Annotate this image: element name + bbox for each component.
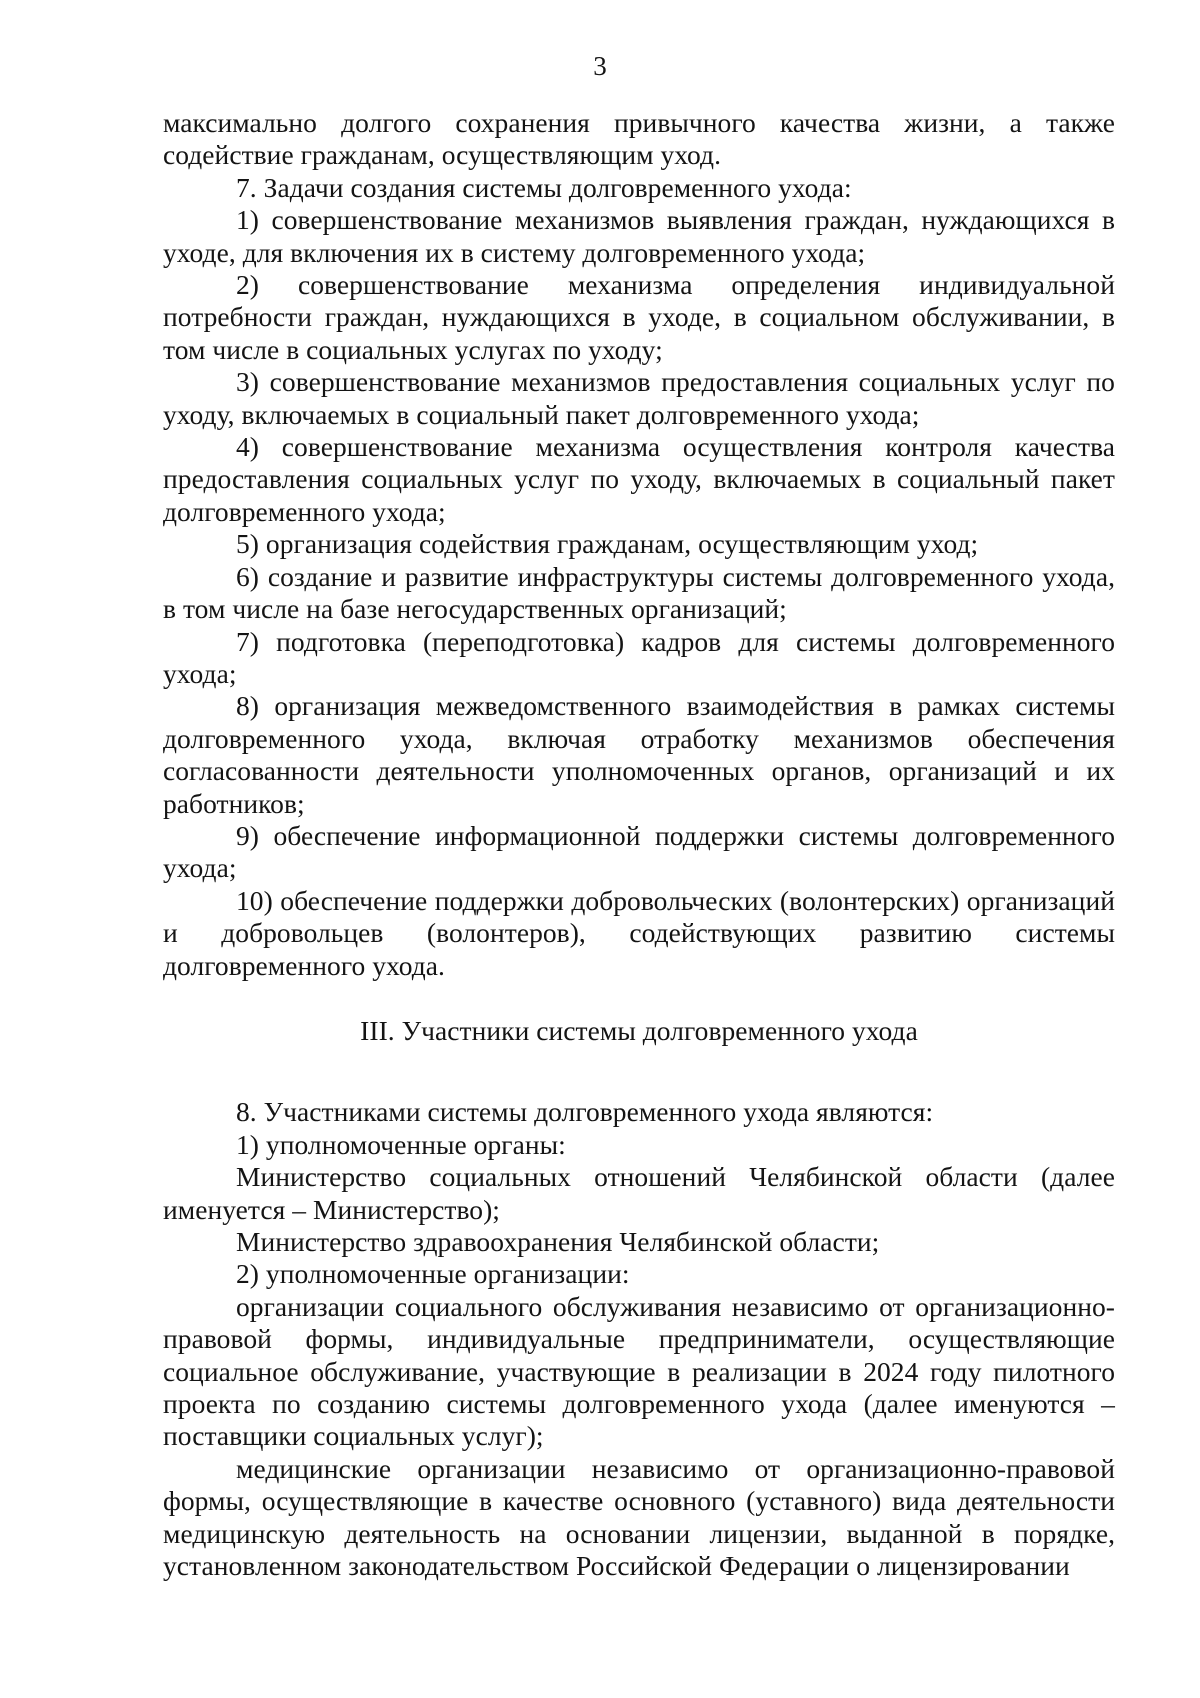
section-heading: III. Участники системы долговременного ухода: [360, 1014, 918, 1046]
page-number: 3: [593, 51, 607, 81]
list-item: 8) организация межведомственного взаимодействия в рамках системы долговременного ухода, включая отработку механизмов обеспечения согласованности деятельности уполномоченных органов, организаций и их работников;: [163, 690, 1115, 819]
list-item: 2) совершенствование механизма определения индивидуальной потребности граждан, нуждающихся в уходе, в социальном обслуживании, в том числе в социальных услугах по уходу;: [163, 269, 1115, 365]
paragraph: Министерство социальных отношений Челябинской области (далее именуется – Министерство);: [163, 1161, 1115, 1225]
document-body: [163, 107, 1115, 1582]
paragraph: максимально долгого сохранения привычного качества жизни, а также содействие гражданам, осуществляющим уход.: [163, 107, 1115, 171]
paragraph: организации социального обслуживания независимо от организационно-правовой формы, индивидуальные предприниматели, осуществляющие социальное обслуживание, участвующие в реализации в 2024 году пилотного проекта по созданию системы долговременного ухода (далее именуются – поставщики социальных услуг);: [163, 1290, 1115, 1452]
list-item: 2) уполномоченные организации:: [236, 1258, 630, 1290]
list-item: 1) уполномоченные органы:: [236, 1128, 566, 1160]
list-item: 5) организация содействия гражданам, осуществляющим уход;: [236, 528, 979, 560]
paragraph: 7. Задачи создания системы долговременного ухода:: [236, 171, 852, 203]
list-item: 3) совершенствование механизмов предоставления социальных услуг по уходу, включаемых в социальный пакет долговременного ухода;: [163, 366, 1115, 430]
list-item: 4) совершенствование механизма осуществления контроля качества предоставления социальных услуг по уходу, включаемых в социальный пакет долговременного ухода;: [163, 431, 1115, 527]
paragraph: медицинские организации независимо от организационно-правовой формы, осуществляющие в качестве основного (уставного) вида деятельности медицинскую деятельность на основании лицензии, выданной в порядке, установленном законодательством Российской Федерации о лицензировании: [163, 1452, 1115, 1582]
paragraph: 8. Участниками системы долговременного ухода являются:: [236, 1096, 934, 1128]
list-item: 1) совершенствование механизмов выявления граждан, нуждающихся в уходе, для включения их в систему долговременного ухода;: [163, 204, 1115, 268]
paragraph: Министерство здравоохранения Челябинской области;: [236, 1226, 880, 1257]
list-item: 7) подготовка (переподготовка) кадров для системы долговременного ухода;: [163, 625, 1115, 689]
list-item: 10) обеспечение поддержки добровольческих (волонтерских) организаций и добровольцев (волонтеров), содействующих развитию системы долговременного ухода.: [163, 884, 1115, 981]
list-item: 9) обеспечение информационной поддержки системы долговременного ухода;: [163, 819, 1115, 884]
list-item: 6) создание и развитие инфраструктуры системы долговременного ухода, в том числе на базе негосударственных организаций;: [163, 560, 1115, 625]
